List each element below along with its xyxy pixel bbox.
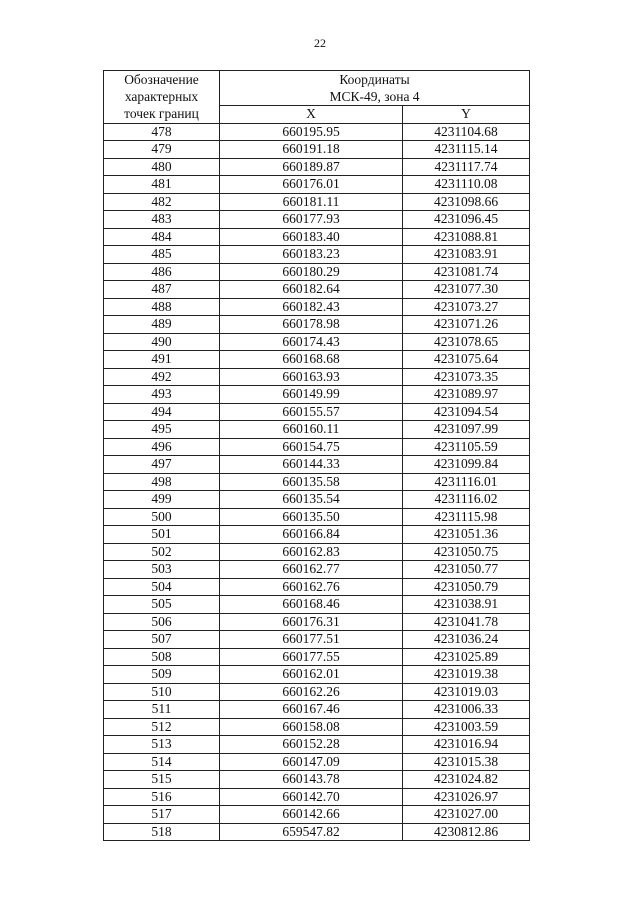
table-row: [104, 491, 530, 509]
x-coordinate-cell: 660160.11: [220, 421, 403, 439]
point-number-cell: 511: [104, 701, 220, 719]
table-row: [104, 281, 530, 299]
table-row: [104, 421, 530, 439]
x-coordinate-cell: 660182.43: [220, 298, 403, 316]
x-coordinate-cell: 660152.28: [220, 736, 403, 754]
y-coordinate-cell: 4231025.89: [403, 648, 530, 666]
x-coordinate-cell: 660142.70: [220, 788, 403, 806]
y-coordinate-cell: 4231019.38: [403, 666, 530, 684]
x-coordinate-cell: 660180.29: [220, 263, 403, 281]
table-row: [104, 228, 530, 246]
point-number-cell: 506: [104, 613, 220, 631]
y-coordinate-cell: 4231098.66: [403, 193, 530, 211]
table-body: [104, 123, 530, 841]
point-number-cell: 478: [104, 123, 220, 141]
table-row: [104, 508, 530, 526]
point-number-cell: 492: [104, 368, 220, 386]
header-coordinates: [220, 71, 530, 106]
point-number-cell: 510: [104, 683, 220, 701]
x-coordinate-cell: 660166.84: [220, 526, 403, 544]
y-coordinate-cell: 4231115.98: [403, 508, 530, 526]
point-number-cell: 480: [104, 158, 220, 176]
table-row: [104, 578, 530, 596]
table-row: [104, 788, 530, 806]
y-coordinate-cell: 4231081.74: [403, 263, 530, 281]
y-coordinate-cell: 4231094.54: [403, 403, 530, 421]
point-number-cell: 479: [104, 141, 220, 159]
table-row: [104, 648, 530, 666]
point-number-cell: 491: [104, 351, 220, 369]
point-number-cell: 513: [104, 736, 220, 754]
x-coordinate-cell: 660162.01: [220, 666, 403, 684]
x-coordinate-cell: 660162.26: [220, 683, 403, 701]
point-number-cell: 494: [104, 403, 220, 421]
point-number-cell: 502: [104, 543, 220, 561]
y-coordinate-cell: 4231116.02: [403, 491, 530, 509]
point-number-cell: 509: [104, 666, 220, 684]
table-row: [104, 193, 530, 211]
point-number-cell: 503: [104, 561, 220, 579]
header-x: X: [220, 106, 403, 124]
x-coordinate-cell: 660162.77: [220, 561, 403, 579]
table-row: [104, 753, 530, 771]
x-coordinate-cell: 660162.76: [220, 578, 403, 596]
x-coordinate-cell: 660183.23: [220, 246, 403, 264]
x-coordinate-cell: 660176.01: [220, 176, 403, 194]
x-coordinate-cell: 660142.66: [220, 806, 403, 824]
point-number-cell: 487: [104, 281, 220, 299]
x-coordinate-cell: 660143.78: [220, 771, 403, 789]
table-row: [104, 158, 530, 176]
x-coordinate-cell: 660168.46: [220, 596, 403, 614]
y-coordinate-cell: 4231104.68: [403, 123, 530, 141]
x-coordinate-cell: 660162.83: [220, 543, 403, 561]
y-coordinate-cell: 4231071.26: [403, 316, 530, 334]
y-coordinate-cell: 4231016.94: [403, 736, 530, 754]
y-coordinate-cell: 4231116.01: [403, 473, 530, 491]
point-number-cell: 486: [104, 263, 220, 281]
y-coordinate-cell: 4231099.84: [403, 456, 530, 474]
x-coordinate-cell: 660155.57: [220, 403, 403, 421]
point-number-cell: 489: [104, 316, 220, 334]
x-coordinate-cell: 660183.40: [220, 228, 403, 246]
point-number-cell: 500: [104, 508, 220, 526]
x-coordinate-cell: 660163.93: [220, 368, 403, 386]
table-row: [104, 316, 530, 334]
x-coordinate-cell: 660167.46: [220, 701, 403, 719]
point-number-cell: 514: [104, 753, 220, 771]
y-coordinate-cell: 4231105.59: [403, 438, 530, 456]
x-coordinate-cell: 660144.33: [220, 456, 403, 474]
y-coordinate-cell: 4231019.03: [403, 683, 530, 701]
table-header: [104, 71, 530, 124]
table-row: [104, 246, 530, 264]
table-row: [104, 631, 530, 649]
table-row: [104, 683, 530, 701]
point-number-cell: 493: [104, 386, 220, 404]
y-coordinate-cell: 4231083.91: [403, 246, 530, 264]
x-coordinate-cell: 660168.68: [220, 351, 403, 369]
table-row: [104, 806, 530, 824]
x-coordinate-cell: 660177.55: [220, 648, 403, 666]
x-coordinate-cell: 660176.31: [220, 613, 403, 631]
point-number-cell: 496: [104, 438, 220, 456]
header-coordinates-line: МСК-49, зона 4: [329, 89, 420, 104]
coordinates-table: [103, 70, 530, 841]
y-coordinate-cell: 4231038.91: [403, 596, 530, 614]
header-y: Y: [403, 106, 530, 124]
header-designation-line: Обозначение: [124, 72, 199, 88]
y-coordinate-cell: 4231050.77: [403, 561, 530, 579]
y-coordinate-cell: 4231024.82: [403, 771, 530, 789]
point-number-cell: 482: [104, 193, 220, 211]
point-number-cell: 501: [104, 526, 220, 544]
x-coordinate-cell: 660154.75: [220, 438, 403, 456]
y-coordinate-cell: 4231036.24: [403, 631, 530, 649]
point-number-cell: 508: [104, 648, 220, 666]
x-coordinate-cell: 660191.18: [220, 141, 403, 159]
table-row: [104, 438, 530, 456]
x-coordinate-cell: 660174.43: [220, 333, 403, 351]
y-coordinate-cell: 4231117.74: [403, 158, 530, 176]
y-coordinate-cell: 4231088.81: [403, 228, 530, 246]
point-number-cell: 517: [104, 806, 220, 824]
x-coordinate-cell: 660182.64: [220, 281, 403, 299]
x-coordinate-cell: 660158.08: [220, 718, 403, 736]
header-coordinates-line: Координаты: [339, 72, 410, 87]
point-number-cell: 507: [104, 631, 220, 649]
point-number-cell: 483: [104, 211, 220, 229]
point-number-cell: 488: [104, 298, 220, 316]
header-designation-line: точек границ: [124, 106, 199, 122]
header-point-designation: [104, 71, 220, 124]
point-number-cell: 495: [104, 421, 220, 439]
point-number-cell: 498: [104, 473, 220, 491]
table-row: [104, 666, 530, 684]
x-coordinate-cell: 660181.11: [220, 193, 403, 211]
page-number: 22: [314, 36, 326, 50]
point-number-cell: 490: [104, 333, 220, 351]
point-number-cell: 516: [104, 788, 220, 806]
y-coordinate-cell: 4231026.97: [403, 788, 530, 806]
y-coordinate-cell: 4231006.33: [403, 701, 530, 719]
x-coordinate-cell: 659547.82: [220, 823, 403, 841]
x-coordinate-cell: 660147.09: [220, 753, 403, 771]
point-number-cell: 481: [104, 176, 220, 194]
table-row: [104, 718, 530, 736]
y-coordinate-cell: 4231078.65: [403, 333, 530, 351]
y-coordinate-cell: 4231051.36: [403, 526, 530, 544]
y-coordinate-cell: 4230812.86: [403, 823, 530, 841]
table-row: [104, 613, 530, 631]
table-row: [104, 211, 530, 229]
table-row: [104, 456, 530, 474]
x-coordinate-cell: 660178.98: [220, 316, 403, 334]
table-row: [104, 701, 530, 719]
point-number-cell: 499: [104, 491, 220, 509]
point-number-cell: 504: [104, 578, 220, 596]
point-number-cell: 485: [104, 246, 220, 264]
table-row: [104, 333, 530, 351]
y-coordinate-cell: 4231050.75: [403, 543, 530, 561]
point-number-cell: 505: [104, 596, 220, 614]
table-row: [104, 736, 530, 754]
table-row: [104, 368, 530, 386]
y-coordinate-cell: 4231015.38: [403, 753, 530, 771]
table-row: [104, 561, 530, 579]
table-row: [104, 123, 530, 141]
table-row: [104, 141, 530, 159]
table-row: [104, 526, 530, 544]
table-row: [104, 823, 530, 841]
x-coordinate-cell: 660149.99: [220, 386, 403, 404]
point-number-cell: 497: [104, 456, 220, 474]
y-coordinate-cell: 4231075.64: [403, 351, 530, 369]
y-coordinate-cell: 4231041.78: [403, 613, 530, 631]
y-coordinate-cell: 4231077.30: [403, 281, 530, 299]
y-coordinate-cell: 4231073.35: [403, 368, 530, 386]
y-coordinate-cell: 4231073.27: [403, 298, 530, 316]
table-row: [104, 543, 530, 561]
table-row: [104, 351, 530, 369]
header-designation-line: характерных: [124, 89, 199, 105]
point-number-cell: 484: [104, 228, 220, 246]
x-coordinate-cell: 660177.93: [220, 211, 403, 229]
x-coordinate-cell: 660189.87: [220, 158, 403, 176]
table-row: [104, 176, 530, 194]
x-coordinate-cell: 660195.95: [220, 123, 403, 141]
y-coordinate-cell: 4231096.45: [403, 211, 530, 229]
y-coordinate-cell: 4231097.99: [403, 421, 530, 439]
y-coordinate-cell: 4231089.97: [403, 386, 530, 404]
y-coordinate-cell: 4231110.08: [403, 176, 530, 194]
y-coordinate-cell: 4231115.14: [403, 141, 530, 159]
y-coordinate-cell: 4231003.59: [403, 718, 530, 736]
table-row: [104, 771, 530, 789]
table-row: [104, 298, 530, 316]
x-coordinate-cell: 660135.50: [220, 508, 403, 526]
point-number-cell: 512: [104, 718, 220, 736]
table-row: [104, 386, 530, 404]
point-number-cell: 518: [104, 823, 220, 841]
point-number-cell: 515: [104, 771, 220, 789]
table-row: [104, 403, 530, 421]
x-coordinate-cell: 660177.51: [220, 631, 403, 649]
table-row: [104, 473, 530, 491]
y-coordinate-cell: 4231050.79: [403, 578, 530, 596]
x-coordinate-cell: 660135.54: [220, 491, 403, 509]
table-row: [104, 263, 530, 281]
y-coordinate-cell: 4231027.00: [403, 806, 530, 824]
x-coordinate-cell: 660135.58: [220, 473, 403, 491]
table-row: [104, 596, 530, 614]
